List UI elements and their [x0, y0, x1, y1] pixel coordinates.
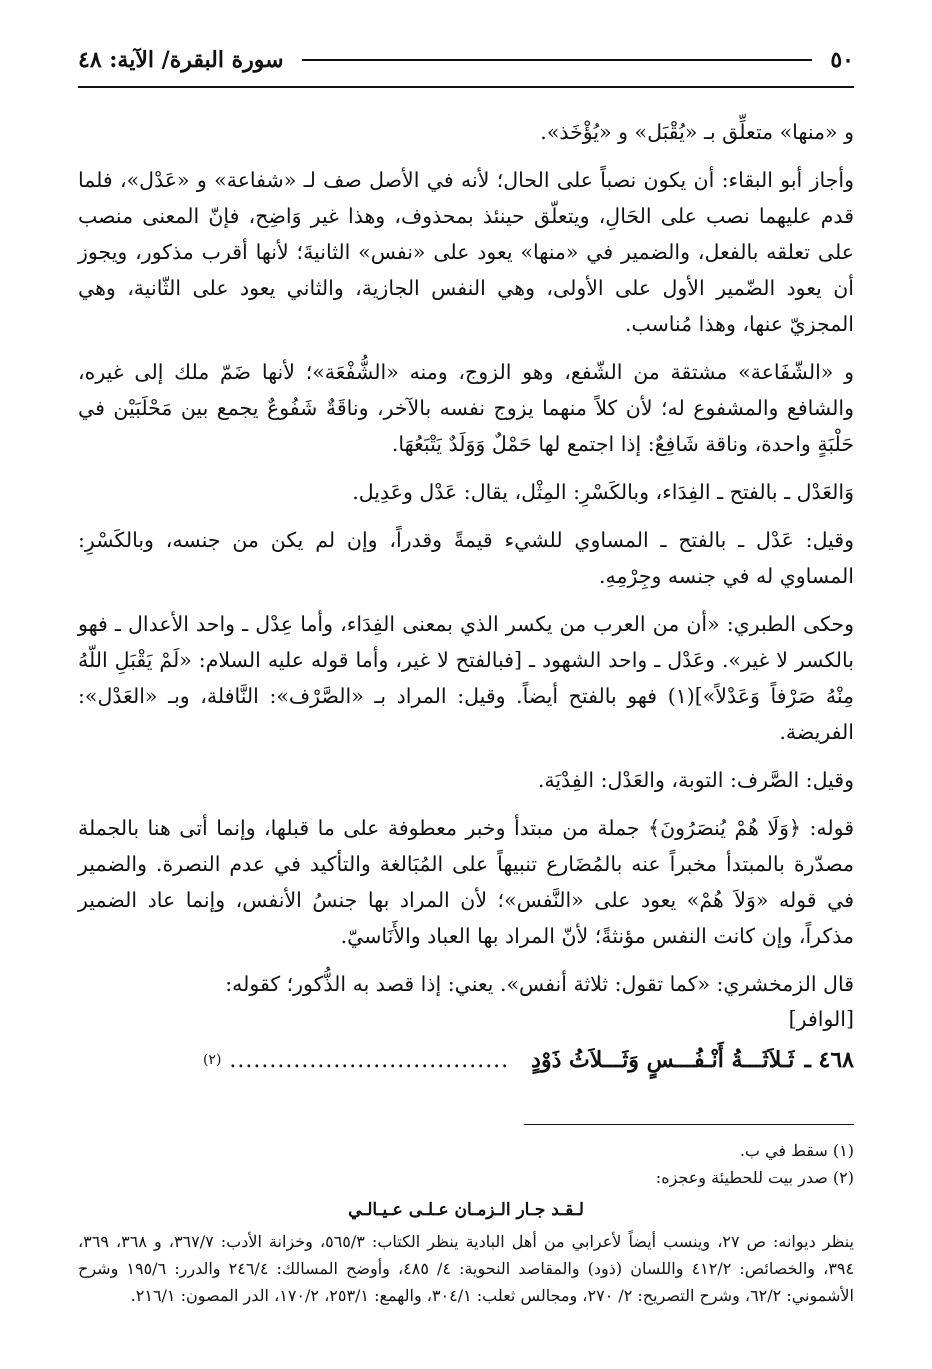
paragraph-6: وحكى الطبري: «أن من العرب من يكسر الذي بمعنى الفِدَاء، وأما عِدْل ـ واحد الأعدال ـ فهو بالكسر لا غير». وعَدْل ـ واحد الشهود ـ [فبالفتح لا غير، وأما قوله عليه السلام: «لَمْ يَقْبَلِ اللّهُ مِنْهُ صَرْفاً وَعَدْلاً»](١) فهو بالفتح أيضاً. وقيل: المراد بـ «الصَّرْف»: النَّافلة، وبـ «العَدْل»: الفريضة.	[78, 612, 854, 744]
footnote-verse-second-half: لـقـد جـار الـزمـان عـلـى عـيـالـي	[348, 1200, 584, 1220]
poetic-meter: [الوافر]	[788, 1007, 854, 1031]
footnote-2: (٢) صدر بيت للحطيئة وعجزه:	[655, 1168, 854, 1187]
paragraph-3: و «الشّفَاعة» مشتقة من الشّفع، وهو الزوج، ومنه «الشُّفْعَة»؛ لأنها ضَمّ ملك إلى غيره، والشافع والمشفوع له؛ لأن كلاً منهما يزوج نفسه بالآخر، وناقَةٌ شَفُوعٌ يجمع بين مَحْلَبَيْن في حَلْبَةٍ واحدة، وناقة شَافِعٌ: إذا اجتمع لها حَمْلٌ وَوَلَدٌ يَتْبَعُهَا.	[78, 360, 854, 456]
poetry-verse	[78, 1040, 854, 1080]
verse-footnote-ref: (٢)	[202, 1052, 222, 1068]
paragraph-2: وأجاز أبو البقاء: أن يكون نصباً على الحال؛ لأنه في الأصل صف لـ «شفاعة» و «عَدْل»، فلما قدم عليهما نصب على الحَالِ، ويتعلّق حينئذ بمحذوف، وهذا غير وَاضِح، فإنّ المعنى منصب على تعلقه بالفعل، والضمير في «منها» يعود على «نفس» الثانيةَ؛ لأنها أقرب مذكور، ويجوز أن يعود الضّمير الأول على الأولى، وهي النفس الجازية، والثاني يعود على الثّانية، وهي المجزيّ عنها، وهذا مُناسب.	[78, 168, 854, 336]
footnote-divider	[524, 1124, 854, 1125]
paragraph-1: و «منها» متعلِّق بـ «يُقْبَل» و «يُؤْخَذ».	[540, 120, 854, 144]
footnote-sources: ينظر ديوانه: ص ٢٧، وينسب أيضاً لأعرابي من أهل البادية ينظر الكتاب: ٥٦٥/٣، وخزانة الأدب: ٣٦٧/٧، و ٣٦٨، ٣٦٩، ٣٩٤، والخصائص: ٤١٢/٢ واللسان (ذود) والمقاصد النحوية: ٤/ ٤٨٥، وأوضح المسالك: ٢٤٦/٤ والدرر: ١٩٥/٦ وشرح الأشموني: ٦٢/٢، وشرح التصريح: ٢/ ٢٧٠، ومجالس ثعلب: ٣٠٤/١، والهمع: ٢٥٣/١، ١٧٠/٢، الدر المصون: ٢١٦/١.	[78, 1232, 855, 1305]
header-divider	[78, 86, 854, 88]
page-header	[78, 34, 854, 86]
running-title: سورة البقرة/ الآية: ٤٨	[78, 47, 284, 73]
paragraph-7: وقيل: الصَّرف: التوبة، والعَدْل: الفِدْيَة.	[537, 768, 854, 792]
header-rule	[302, 59, 813, 61]
footnote-1: (١) سقط في ب.	[739, 1141, 854, 1160]
paragraph-5: وقيل: عَدْل ـ بالفتح ـ المساوي للشيء قيمةً وقدراً، وإن لم يكن من جنسه، وبالكَسْرِ: المساوي له في جنسه وجِرْمِهِ.	[78, 528, 854, 588]
verse-second-half-omitted: ...................................	[229, 1047, 510, 1073]
verse-number: ٤٦٨ ـ	[804, 1047, 854, 1073]
paragraph-4: وَالعَدْل ـ بالفتح ـ الفِدَاء، وبالكَسْرِ: المِثْل، يقال: عَدْل وعَدِيل.	[352, 480, 854, 504]
paragraph-9: قال الزمخشري: «كما تقول: ثلاثة أنفس». يعني: إذا قصد به الذُّكور؛ كقوله:	[225, 972, 854, 996]
verse-first-half: ثَـلاَثَـــةُ أَنْـفُـــسٍ وَثَـــلاَثُ ذَوْدٍ	[531, 1047, 795, 1073]
paragraph-8: قوله: ﴿وَلَا هُمْ يُنصَرُونَ﴾ جملة من مبتدأ وخبر معطوفة على ما قبلها، وإنما أتى هنا بالجملة مصدّرة بالمبتدأ مخبراً عنه بالمُضَارع تنبيهاً على المُبَالغة والتأكيد في عدم النصرة. والضمير في قوله «وَلاَ هُمْ» يعود على «النَّفس»؛ لأن المراد بها جنسُ الأنفس، وإنما عاد الضمير مذكراً، وإن كانت النفس مؤنثةً؛ لأنّ المراد بها العباد والأَنَاسيّ.	[78, 816, 854, 948]
page-number: ٥٠	[830, 47, 854, 73]
